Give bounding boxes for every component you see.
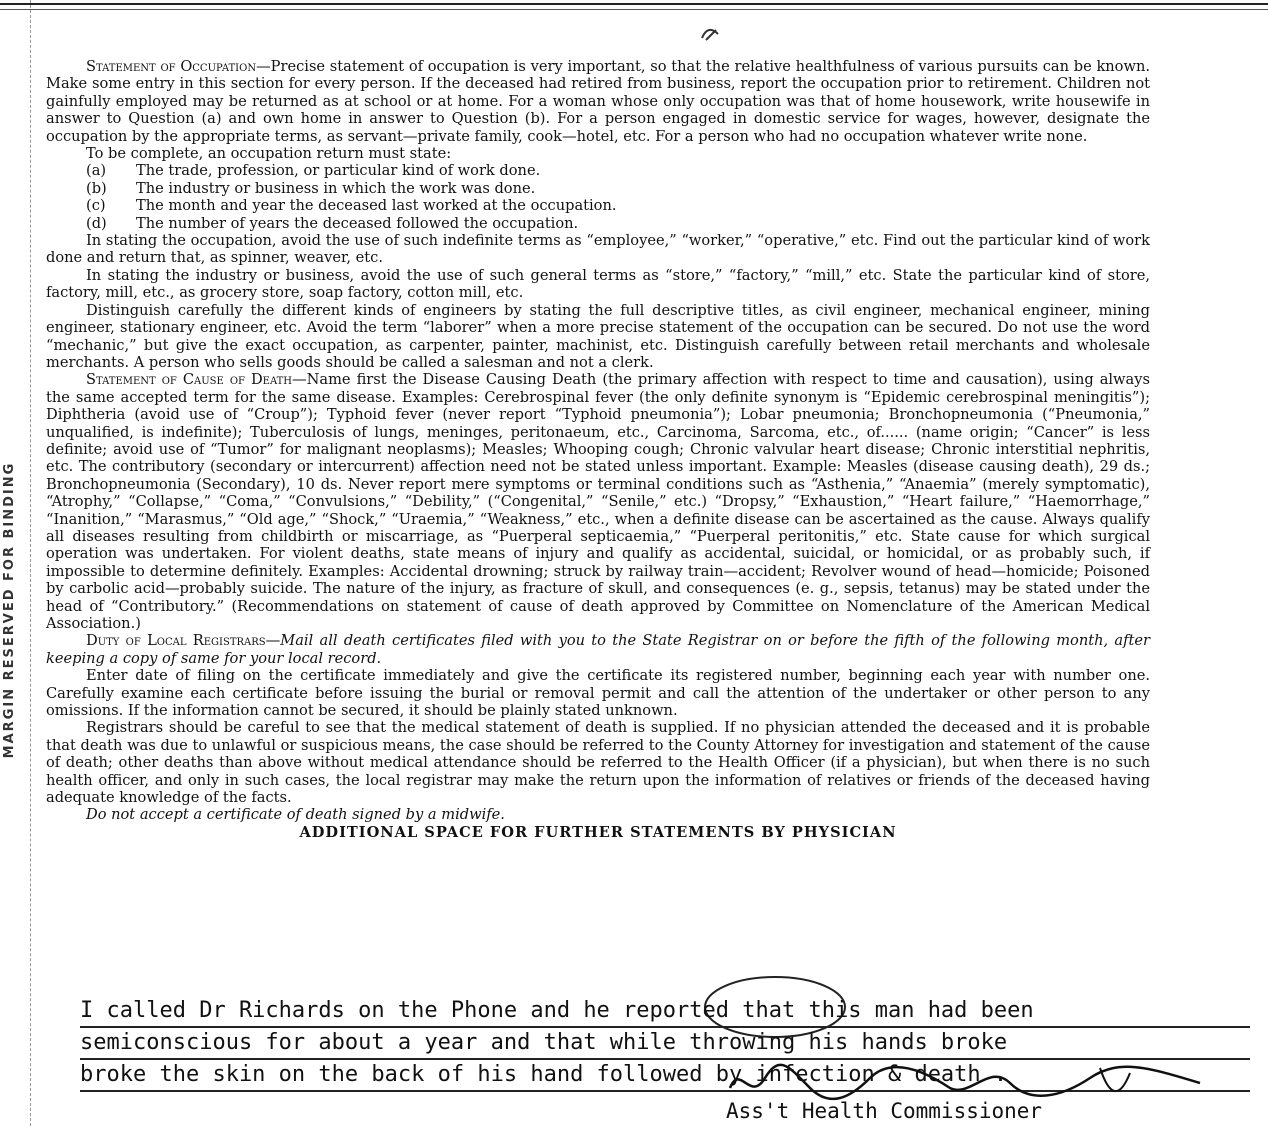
registrars-midwife: Do not accept a certificate of death signed by a midwife. [86,806,505,824]
statement-line: broke the skin on the back of his hand followed by infection & death . [80,1060,1250,1092]
ink-mark-icon [698,22,722,46]
registrars-text: —Mail all death certificates filed with you to the State Registrar on or before the fifth of the following month, after keeping a copy of same for your local record. [46,632,1151,667]
instructions-text [46,58,1150,841]
registrars-filing: Enter date of filing on the certificate immediately and give the certificate its registered number, beginning each year with number one. Carefully examine each certificate before issuing the burial or removal permit and call the attention of the undertaker or other person to any omissions. If the information cannot be secured, it should be plainly stated unknown. [46,667,1150,720]
occupation-heading: Statement of Occupation [86,58,257,75]
cause-heading: Statement of Cause of Death [86,371,293,389]
statement-line: semiconscious for about a year and that while throwing his hands broke [80,1028,1250,1060]
binding-margin [0,0,31,1126]
registrars-paragraph [46,632,1150,667]
occupation-stating: In stating the occupation, avoid the use of such indefinite terms as “employee,” “worker,” “operative,” etc. Find out the particular kind of work done and return that, as spinner, weaver, etc. [46,232,1150,267]
cause-text: —Name first the Disease Causing Death (the primary affection with respect to time and causation), using always the same accepted term for the same disease. Examples: Cerebrospinal fever (the only definite synonym is “Epidemic cerebrospinal meningitis”); Diphtheria (avoid use of “Croup”); Typhoid fever (never report “Typhoid pneumonia”); Lobar pneumonia; Bronchopneumonia (“Pneumonia,” unqualified, is indefinite); Tuberculosis of lungs, meninges, peritonaeum, etc., Carcinoma, Sarcoma, etc., of...... (name origin; “Cancer” is less definite; avoid use of “Tumor” for malignant neoplasms); Measles; Whooping cough; Chronic valvular heart disease; Chronic interstitial nephritis, etc. The contributory (secondary or intercurrent) affection need not be stated unless important. Example: Measles (disease causing death), 29 ds.; Bronchopneumonia (Secondary), 10 ds. Never report mere symptoms or terminal conditions such as “Asthenia,” “Anaemia” (merely symptomatic), “Atrophy,” “Collapse,” “Coma,” “Convulsions,” “Debility,” (“Congenital,” “Senile,” etc.) “Dropsy,” “Exhaustion,” “Heart failure,” “Haemorrhage,” “Inanition,” “Marasmus,” “Old age,” “Shock,” “Uraemia,” “Weakness,” etc., when a definite disease can be ascertained as the cause. Always qualify all diseases resulting from childbirth or miscarriage, as “Puerperal septicaemia,” “Puerperal peritonitis,” etc. State cause for which surgical operation was undertaken. For violent deaths, state means of injury and qualify as accidental, suicidal, or homicidal, or as probably such, if impossible to determine definitely. Examples: Accidental drowning; struck by railway train—accident; Revolver wound of head—homicide; Poisoned by carbolic acid—probably suicide. The nature of the injury, as fracture of skull, and consequences (e. g., sepsis, tetanus) may be stated under the head of “Contributory.” (Recommendations on statement of cause of death approved by Committee on Nomenclature of the American Medical Association.) [46,371,1150,632]
occupation-complete-lead: To be complete, an occupation return must state: [86,145,452,163]
occupation-intro: —Precise statement of occupation is very important, so that the relative healthfulness of various pursuits can be known. Make some entry in this section for every person. If the deceased had retired from business, report the occupation prior to retirement. Children not gainfully employed may be returned as at school or at home. For a woman whose only occupation was that of home housework, write housewife in answer to Question (a) and own home in answer to Question (b). For a person engaged in domestic service for wages, however, designate the occupation by the appropriate terms, as servant—private family, cook—hotel, etc. For a person who had no occupation whatever write none. [46,58,1151,145]
signer-title: Ass't Health Commissioner [726,1099,1043,1123]
additional-heading: ADDITIONAL SPACE FOR FURTHER STATEMENTS BY PHYSICIAN [299,823,897,841]
registrars-heading: Duty of Local Registrars [86,632,266,650]
occupation-engineers: Distinguish carefully the different kinds of engineers by stating the full descriptive titles, as civil engineer, mechanical engineer, mining engineer, stationary engineer, etc. Avoid the term “laborer” when a more precise statement of the occupation can be secured. Do not use the word “mechanic,” but give the exact occupation, as carpenter, painter, machinist, etc. Distinguish carefully between retail merchants and wholesale merchants. A person who sells goods should be called a salesman and not a clerk. [46,301,1150,371]
statement-line: I called Dr Richards on the Phone and he reported that this man had been [80,996,1250,1028]
list-item: (d) The number of years the deceased followed the occupation. [86,214,579,232]
occupation-list [46,162,1150,232]
list-item: (b) The industry or business in which the work was done. [86,179,536,197]
registrars-careful: Registrars should be careful to see that the medical statement of death is supplied. If no physician attended the deceased and it is probable that death was due to unlawful or suspicious means, the case should be referred to the County Attorney for investigation and statement of the cause of death; other deaths than above without medical attendance should be referred to the Health Officer (if a physician), but when there is no such health officer, and only in such cases, the local registrar may make the return upon the information of relatives or friends of the deceased having adequate knowledge of the facts. [46,719,1150,807]
list-item: (c) The month and year the deceased last worked at the occupation. [86,197,617,215]
top-rule [0,0,1268,14]
margin-label: MARGIN RESERVED FOR BINDING [2,461,17,759]
occupation-paragraph [46,58,1150,145]
cause-paragraph [46,371,1150,632]
occupation-industry: In stating the industry or business, avoid the use of such general terms as “store,” “factory,” “mill,” etc. State the particular kind of store, factory, mill, etc., as grocery store, soap factory, cotton mill, etc. [46,266,1150,302]
list-item: (a) The trade, profession, or particular kind of work done. [86,162,541,180]
